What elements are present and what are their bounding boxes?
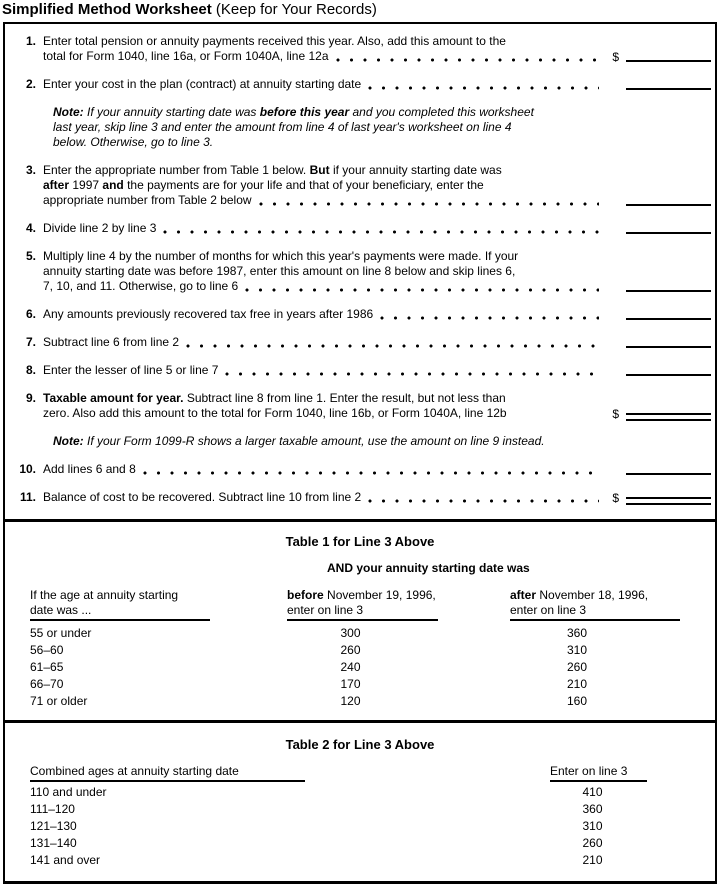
age-cell: 61–65 xyxy=(30,660,64,674)
text-segment: Enter the appropriate number from Table 1 below. xyxy=(43,163,310,177)
entry-area-line-4 xyxy=(603,221,711,236)
text-segment: annuity starting date was before 1987, enter this amount on line 8 below and skip lines 6, xyxy=(43,264,516,278)
text-segment: Multiply line 4 by the number of months for which this year's payments were made. If your xyxy=(43,249,519,263)
text-segment: Balance of cost to be recovered. Subtract line 10 from line 2 xyxy=(43,490,362,504)
amount-blank-line-11[interactable] xyxy=(626,497,711,505)
line3-value-cell: 210 xyxy=(582,853,603,867)
amount-blank-line-1[interactable] xyxy=(626,60,711,62)
table-row xyxy=(5,784,715,801)
dollar-sign: $ xyxy=(612,407,619,421)
age-cell: 55 or under xyxy=(30,626,92,640)
dot-leader xyxy=(143,471,599,475)
text-segment: Subtract line 8 from line 1. Enter the result, but not less than xyxy=(183,391,506,405)
line-number: 11. xyxy=(19,490,36,504)
text-segment: But xyxy=(309,163,330,177)
text-segment: Enter your cost in the plan (contract) at annuity starting date xyxy=(43,77,362,91)
page-title-main: Simplified Method Worksheet xyxy=(2,1,212,18)
before-value-cell: 260 xyxy=(340,643,361,657)
line-number: 10. xyxy=(19,462,36,476)
header-bold: before xyxy=(287,588,324,602)
text-segment: before this year xyxy=(259,105,350,119)
combined-ages-cell: 141 and over xyxy=(30,853,101,867)
after-value-cell: 210 xyxy=(566,677,588,691)
line-text xyxy=(43,34,603,64)
table-row xyxy=(5,676,715,693)
table-row xyxy=(5,693,715,710)
line-number: 7. xyxy=(25,335,36,349)
table2-col1-header: Combined ages at annuity starting date xyxy=(30,764,305,782)
combined-ages-cell: 121–130 xyxy=(30,819,77,833)
line3-value-cell: 360 xyxy=(582,802,603,816)
worksheet-line-2 xyxy=(15,77,711,92)
table-row xyxy=(5,659,715,676)
table-row xyxy=(5,801,715,818)
text-segment: if your annuity starting date was xyxy=(329,163,502,177)
combined-ages-cell: 131–140 xyxy=(30,836,77,850)
age-cell: 56–60 xyxy=(30,643,64,657)
header-line: enter on line 3 xyxy=(287,603,364,617)
line-text xyxy=(43,249,603,294)
text-segment: last year, skip line 3 and enter the amount from line 4 of last year's worksheet on line 4 xyxy=(53,120,512,134)
dot-leader xyxy=(380,316,599,320)
line-number: 6. xyxy=(25,307,36,321)
dollar-sign: $ xyxy=(612,491,619,505)
note-label: Note: xyxy=(53,105,84,119)
entry-area-line-11 xyxy=(603,490,711,505)
dot-leader xyxy=(163,230,599,234)
header-line: date was ... xyxy=(30,603,92,617)
worksheet-line-10 xyxy=(15,462,711,477)
header-line: If the age at annuity starting xyxy=(30,588,179,602)
line-text xyxy=(43,391,603,421)
amount-blank-line-3[interactable] xyxy=(626,204,711,206)
line-number: 3. xyxy=(25,163,36,177)
text-segment: Enter the lesser of line 5 or line 7 xyxy=(43,363,219,377)
after-value-cell: 360 xyxy=(566,626,588,640)
text-segment: Subtract line 6 from line 2 xyxy=(43,335,180,349)
combined-ages-cell: 110 and under xyxy=(30,785,107,799)
line-text xyxy=(43,307,603,322)
text-segment: and xyxy=(102,178,124,192)
text-segment: zero. Also add this amount to the total for Form 1040, line 16b, or Form 1040A, line 12b xyxy=(43,406,507,420)
table2-header-row xyxy=(5,764,715,782)
table2-section xyxy=(5,720,715,881)
entry-area-line-1 xyxy=(603,34,711,64)
age-cell: 71 or older xyxy=(30,694,88,708)
table-row xyxy=(5,852,715,869)
text-segment: below. Otherwise, go to line 3. xyxy=(53,135,214,149)
worksheet-line-11 xyxy=(15,490,711,505)
entry-area-line-2 xyxy=(603,77,711,92)
worksheet-line-3 xyxy=(15,163,711,208)
dot-leader xyxy=(368,499,599,503)
table-row xyxy=(5,818,715,835)
text-segment: 7, 10, and 11. Otherwise, go to line 6 xyxy=(43,279,239,293)
table1-header-row xyxy=(5,588,715,621)
table1-subheader: AND your annuity starting date was xyxy=(327,561,530,575)
line-text xyxy=(43,335,603,350)
line3-value-cell: 310 xyxy=(582,819,603,833)
amount-blank-line-8[interactable] xyxy=(626,374,711,376)
text-segment: If your Form 1099-R shows a larger taxable amount, use the amount on line 9 instead. xyxy=(83,434,545,448)
table-row xyxy=(5,835,715,852)
text-segment: Add lines 6 and 8 xyxy=(43,462,136,476)
table1-title: Table 1 for Line 3 Above xyxy=(285,534,435,549)
dot-leader xyxy=(368,86,599,90)
line-text xyxy=(43,363,603,378)
line-text xyxy=(43,221,603,236)
entry-area-line-5 xyxy=(603,249,711,294)
table1-col1-header xyxy=(30,588,210,621)
amount-blank-line-9[interactable] xyxy=(626,413,711,421)
table1-col2-header xyxy=(287,588,438,621)
note-1099r xyxy=(53,434,711,449)
line-number: 4. xyxy=(25,221,36,235)
dot-leader xyxy=(336,58,600,62)
dot-leader xyxy=(259,202,599,206)
header-line xyxy=(510,588,680,603)
before-value-cell: 300 xyxy=(340,626,361,640)
table1-col3-header xyxy=(510,588,680,621)
line-number: 9. xyxy=(25,391,36,405)
text-segment: Any amounts previously recovered tax free in years after 1986 xyxy=(43,307,374,321)
worksheet-line-4 xyxy=(15,221,711,236)
entry-area-line-3 xyxy=(603,163,711,208)
worksheet-line-7 xyxy=(15,335,711,350)
text-segment: after xyxy=(43,178,70,192)
worksheet-line-6 xyxy=(15,307,711,322)
page-title xyxy=(0,0,721,22)
after-value-cell: 160 xyxy=(566,694,588,708)
amount-blank-line-4[interactable] xyxy=(626,232,711,234)
note-before-this-year xyxy=(53,105,711,150)
entry-area-line-6 xyxy=(603,307,711,322)
line-text xyxy=(43,490,603,505)
text-segment: total for Form 1040, line 16a, or Form 1040A, line 12a xyxy=(43,49,329,63)
text-segment: and you completed this worksheet xyxy=(349,105,534,119)
amount-blank-line-2[interactable] xyxy=(626,88,711,90)
line-number: 5. xyxy=(25,249,36,263)
table1-section xyxy=(5,519,715,720)
worksheet-line-8 xyxy=(15,363,711,378)
after-value-cell: 260 xyxy=(566,660,588,674)
header-line: enter on line 3 xyxy=(510,603,587,617)
line-text xyxy=(43,77,603,92)
line3-value-cell: 260 xyxy=(582,836,603,850)
table-row xyxy=(5,642,715,659)
dot-leader xyxy=(245,288,599,292)
text-segment: appropriate number from Table 2 below xyxy=(43,193,252,207)
note-label: Note: xyxy=(53,434,84,448)
table-row xyxy=(5,625,715,642)
line-number: 2. xyxy=(25,77,36,91)
amount-blank-line-5[interactable] xyxy=(626,290,711,292)
line-text xyxy=(43,163,603,208)
header-bold: after xyxy=(510,588,537,602)
table2-col2-header: Enter on line 3 xyxy=(550,764,647,782)
dot-leader xyxy=(186,344,599,348)
before-value-cell: 170 xyxy=(340,677,361,691)
dot-leader xyxy=(514,415,599,419)
table2-title: Table 2 for Line 3 Above xyxy=(285,737,435,752)
text-segment: Divide line 2 by line 3 xyxy=(43,221,157,235)
entry-area-line-8 xyxy=(603,363,711,378)
entry-area-line-7 xyxy=(603,335,711,350)
text-segment: Enter total pension or annuity payments received this year. Also, add this amount to the xyxy=(43,34,506,48)
entry-area-line-10 xyxy=(603,462,711,477)
worksheet-line-1 xyxy=(15,34,711,64)
line3-value-cell: 410 xyxy=(582,785,603,799)
combined-ages-cell: 111–120 xyxy=(30,802,75,816)
amount-blank-line-7[interactable] xyxy=(626,346,711,348)
text-segment: Taxable amount for year. xyxy=(43,391,184,405)
worksheet-box xyxy=(3,22,717,884)
dot-leader xyxy=(225,372,599,376)
dollar-sign: $ xyxy=(612,50,619,64)
text-segment: If your annuity starting date was xyxy=(83,105,260,119)
worksheet-line-9 xyxy=(15,391,711,421)
before-value-cell: 120 xyxy=(340,694,361,708)
entry-area-line-9 xyxy=(603,391,711,421)
amount-blank-line-6[interactable] xyxy=(626,318,711,320)
line-number: 1. xyxy=(25,34,36,48)
text-segment: the payments are for your life and that of your beneficiary, enter the xyxy=(123,178,484,192)
amount-blank-line-10[interactable] xyxy=(626,473,711,475)
worksheet-section xyxy=(5,24,715,519)
line-text xyxy=(43,462,603,477)
text-segment: 1997 xyxy=(69,178,103,192)
header-rest: November 19, 1996, xyxy=(323,588,436,602)
header-rest: November 18, 1996, xyxy=(536,588,649,602)
header-line xyxy=(287,588,438,603)
before-value-cell: 240 xyxy=(340,660,361,674)
page-title-suffix: (Keep for Your Records) xyxy=(211,1,377,18)
age-cell: 66–70 xyxy=(30,677,64,691)
worksheet-line-5 xyxy=(15,249,711,294)
line-number: 8. xyxy=(25,363,36,377)
after-value-cell: 310 xyxy=(566,643,588,657)
